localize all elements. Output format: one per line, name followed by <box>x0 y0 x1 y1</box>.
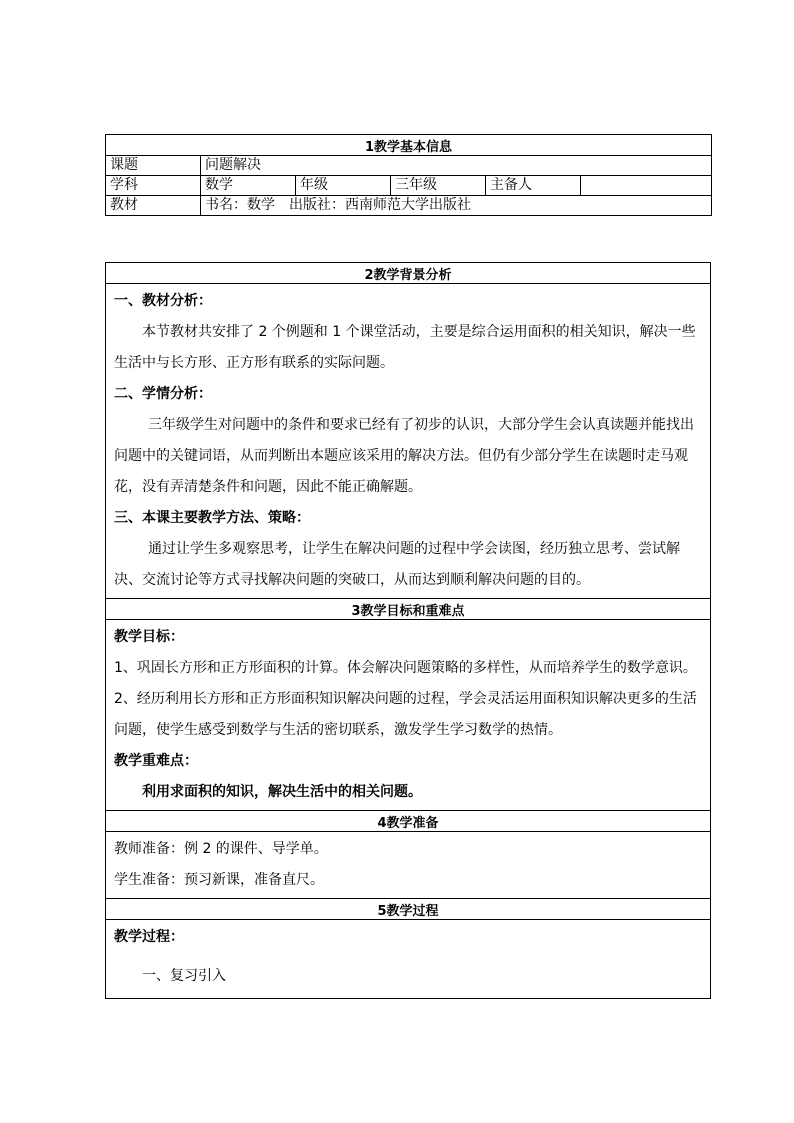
student-preparation: 学生准备：预习新课，准备直尺。 <box>114 872 324 888</box>
teacher-preparation: 教师准备：例 2 的课件、导学单。 <box>114 841 328 857</box>
section-preparation-body <box>106 832 711 899</box>
objective-2: 2、经历利用长方形和正方形面积知识解决问题的过程，学会灵活运用面积知识解决更多的生活问题，使学生感受到数学与生活的密切联系，激发学生学习数学的热情。 <box>114 691 697 738</box>
section-background-body <box>106 284 711 599</box>
process-step-review: 一、复习引入 <box>142 968 226 984</box>
section-background-header: 2教学背景分析 <box>106 263 711 284</box>
heading-objectives: 教学目标： <box>114 629 184 645</box>
value-preparer <box>581 176 712 196</box>
value-topic: 问题解决 <box>201 156 712 176</box>
heading-textbook-analysis: 一、教材分析： <box>114 293 212 309</box>
key-points-text: 利用求面积的知识，解决生活中的相关问题。 <box>142 784 422 800</box>
paragraph-teaching-methods: 通过让学生多观察思考，让学生在解决问题的过程中学会读图，经历独立思考、尝试解决、交流讨论等方式寻找解决问题的突破口，从而达到顺利解决问题的目的。 <box>114 541 680 588</box>
section-process-header: 5教学过程 <box>106 899 711 920</box>
lesson-plan-table <box>105 262 711 999</box>
basic-info-table <box>105 134 712 216</box>
section-preparation-header: 4教学准备 <box>106 811 711 832</box>
heading-student-analysis: 二、学情分析： <box>114 386 212 402</box>
section-objectives-header: 3教学目标和重难点 <box>106 599 711 620</box>
value-textbook: 书名：数学 出版社：西南师范大学出版社 <box>201 196 712 216</box>
value-grade: 三年级 <box>391 176 486 196</box>
value-subject: 数学 <box>201 176 296 196</box>
section-process-body <box>106 920 711 999</box>
heading-key-points: 教学重难点： <box>114 753 198 769</box>
heading-process: 教学过程： <box>114 929 184 945</box>
paragraph-student-analysis: 三年级学生对问题中的条件和要求已经有了初步的认识，大部分学生会认真读题并能找出问题中的关键词语，从而判断出本题应该采用的解决方法。但仍有少部分学生在读题时走马观花，没有弄清楚条件和问题，因此不能正确解题。 <box>114 417 694 495</box>
label-textbook: 教材 <box>106 196 201 216</box>
label-topic: 课题 <box>106 156 201 176</box>
heading-teaching-methods: 三、本课主要教学方法、策略： <box>114 510 310 526</box>
label-grade: 年级 <box>296 176 391 196</box>
label-preparer: 主备人 <box>486 176 581 196</box>
paragraph-textbook-analysis: 本节教材共安排了 2 个例题和 1 个课堂活动，主要是综合运用面积的相关知识，解决一些生活中与长方形、正方形有联系的实际问题。 <box>114 324 696 371</box>
objective-1: 1、巩固长方形和正方形面积的计算。体会解决问题策略的多样性，从而培养学生的数学意识。 <box>114 660 697 676</box>
label-subject: 学科 <box>106 176 201 196</box>
basic-info-header: 1教学基本信息 <box>106 135 712 156</box>
section-objectives-body <box>106 620 711 811</box>
